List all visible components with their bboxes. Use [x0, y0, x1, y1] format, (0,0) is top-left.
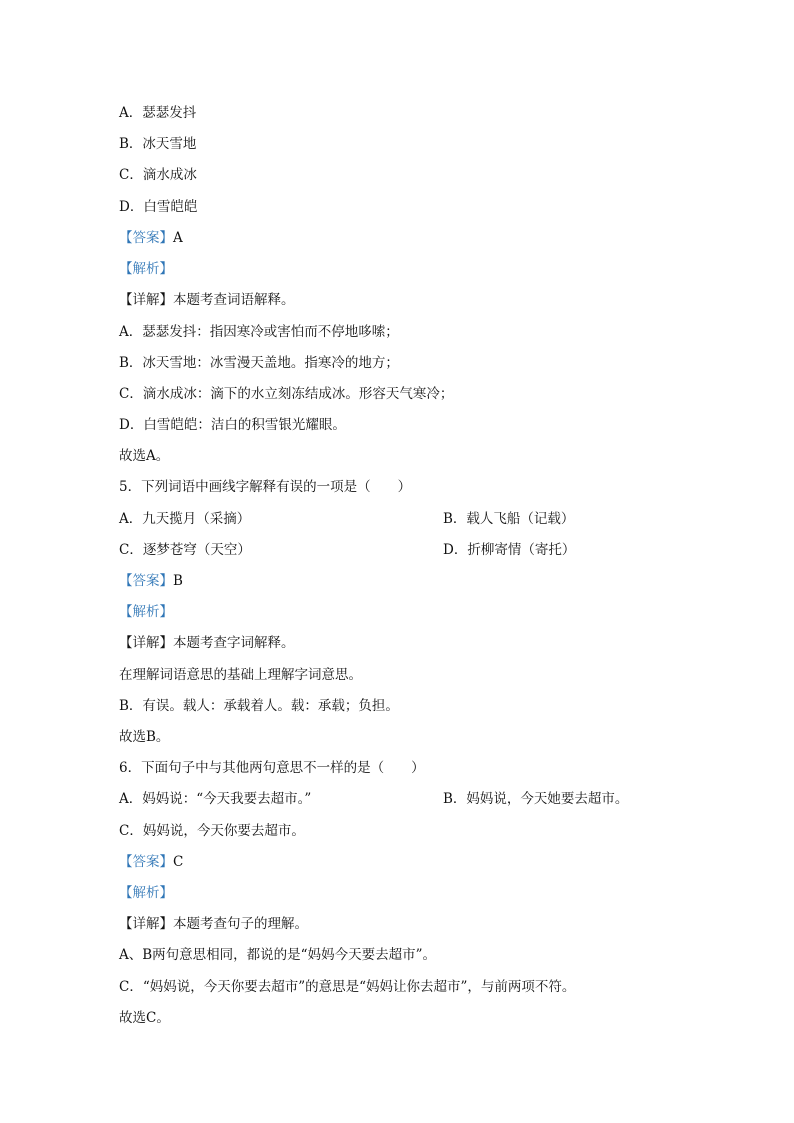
- q4-option-d: D．白雪皑皑: [119, 199, 198, 215]
- q4-explanation-b: B．冰天雪地：冰雪漫天盖地。指寒冷的地方；: [119, 355, 399, 371]
- q5-option-d: D．折柳寄情（寄托）: [443, 542, 576, 558]
- q5-conclusion: 故选B。: [119, 729, 170, 745]
- q6-conclusion: 故选C。: [119, 1010, 170, 1026]
- q5-option-a: A．九天揽月（采摘）: [119, 511, 251, 527]
- q4-answer: [119, 229, 183, 247]
- q6-detail: [119, 915, 308, 933]
- q6-option-c: C．妈妈说，今天你要去超市。: [119, 823, 305, 839]
- answer-tag: 【答案】: [119, 573, 173, 589]
- q5-analysis-tag: 【解析】: [119, 604, 173, 620]
- q6-line-2: C．“妈妈说，今天你要去超市”的意思是“妈妈让你去超市”，与前两项不符。: [119, 979, 576, 995]
- q4-option-c: C．滴水成冰: [119, 167, 197, 183]
- q5-line-1: 在理解词语意思的基础上理解字词意思。: [119, 667, 362, 683]
- q4-explanation-d: D．白雪皑皑：洁白的积雪银光耀眼。: [119, 417, 346, 433]
- answer-value: B: [173, 573, 183, 589]
- q4-option-a: A．瑟瑟发抖: [119, 105, 197, 121]
- q6-line-1: A、B两句意思相同，都说的是“妈妈今天要去超市”。: [119, 947, 436, 963]
- q5-line-2: B．有误。载人：承载着人。载：承载；负担。: [119, 698, 399, 714]
- detail-text: 本题考查字词解释。: [173, 635, 295, 651]
- q4-detail: [119, 291, 295, 309]
- q5-option-c: C．逐梦苍穹（天空）: [119, 542, 251, 558]
- q6-option-a: A．妈妈说：“今天我要去超市。”: [119, 791, 312, 807]
- q4-analysis-tag: 【解析】: [119, 261, 173, 277]
- q4-option-b: B．冰天雪地: [119, 136, 197, 152]
- answer-value: C: [173, 854, 184, 870]
- q5-stem: 5．下列词语中画线字解释有误的一项是（ ）: [119, 479, 412, 495]
- detail-text: 本题考查句子的理解。: [173, 916, 308, 932]
- q5-option-b: B．载人飞船（记载）: [443, 511, 575, 527]
- detail-tag: 【详解】: [119, 916, 173, 932]
- q5-detail: [119, 634, 295, 652]
- detail-text: 本题考查词语解释。: [173, 292, 295, 308]
- q4-explanation-a: A．瑟瑟发抖：指因寒冷或害怕而不停地哆嗦；: [119, 324, 399, 340]
- q5-answer: [119, 572, 183, 590]
- answer-tag: 【答案】: [119, 854, 173, 870]
- answer-value: A: [173, 230, 183, 246]
- q6-stem: 6．下面句子中与其他两句意思不一样的是（ ）: [119, 760, 425, 776]
- q6-option-b: B．妈妈说，今天她要去超市。: [443, 791, 629, 807]
- answer-tag: 【答案】: [119, 230, 173, 246]
- q6-analysis-tag: 【解析】: [119, 885, 173, 901]
- detail-tag: 【详解】: [119, 292, 173, 308]
- q4-conclusion: 故选A。: [119, 448, 170, 464]
- detail-tag: 【详解】: [119, 635, 173, 651]
- q6-answer: [119, 853, 183, 871]
- q4-explanation-c: C．滴水成冰：滴下的水立刻冻结成冰。形容天气寒冷；: [119, 386, 454, 402]
